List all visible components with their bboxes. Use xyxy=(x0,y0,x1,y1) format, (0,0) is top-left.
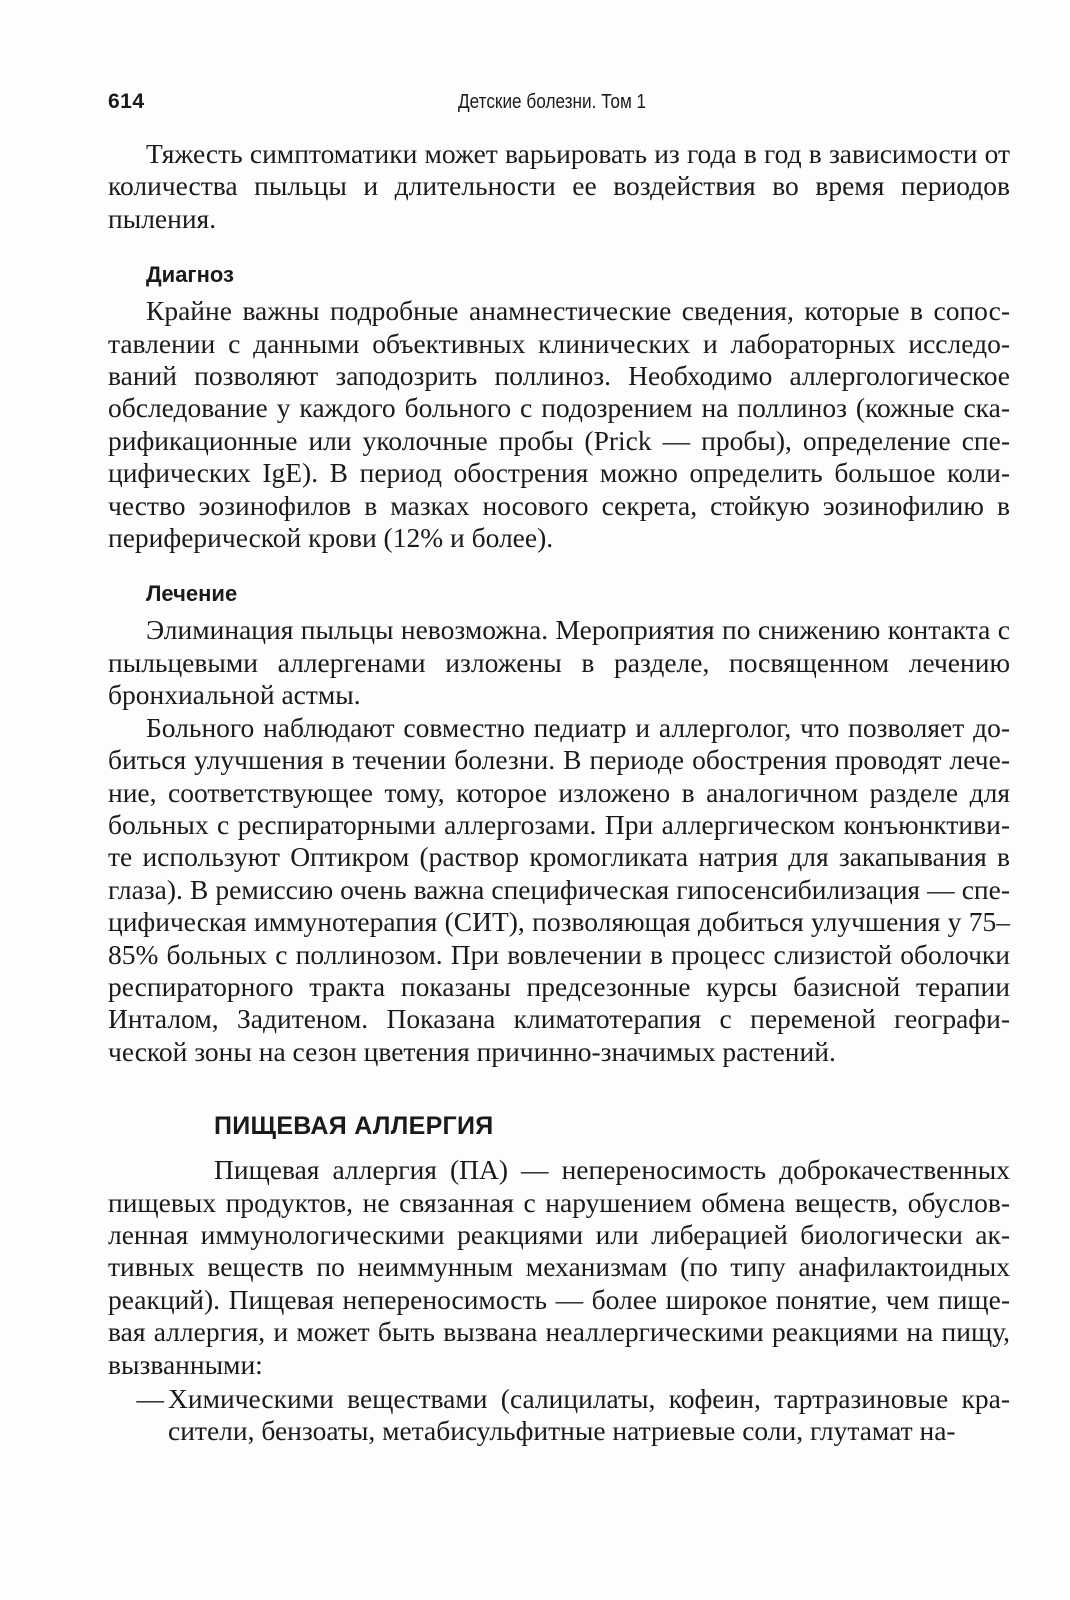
treatment-paragraph: Больного наблюдают совместно педиатр и аллерголог, что позволяет добиться улучшения в течении болезни. В периоде обострения проводят лечение, соответствующее тому, которое изложено в аналогичном разделе для больных с респираторными аллергозами. При аллергическом конъюнктивите используют Оптикром (раствор кромогликата натрия для закапывания в глаза). В ремиссию очень важна специфическая гипосенсибилизация — специфическая иммунотерапия (СИТ), позволяющая добиться улучшения у 75–85% больных с поллинозом. При вовлечении в процесс слизистой оболочки респираторного тракта показаны предсезонные курсы базисной терапии Инталом, Задитеном. Показана климатотерапия с переменой географической зоны на сезон цветения причинно-значимых растений. xyxy=(108,711,1010,1067)
page-number: 614 xyxy=(108,90,145,113)
diagnosis-paragraph: Крайне важны подробные анамнестические сведения, которые в сопоставлении с данными объективных клинических и лабораторных исследований позволяют заподозрить поллиноз. Необходимо аллергологическое обследование у каждого больного с подозрением на поллиноз (кожные скарификационные или уколочные пробы (Prick — пробы), определение специфических IgE). В период обострения можно определить большое количество эозинофилов в мазках носового секрета, стойкую эозинофилию в периферической крови (12% и более). xyxy=(108,295,1010,554)
book-title: Детские болезни. Том 1 xyxy=(458,91,647,113)
food-allergy-paragraph: Пищевая аллергия (ПА) — непереносимость доброкачественных пищевых продуктов, не связанная с нарушением обмена веществ, обусловленная иммунологическими реакциями или либерацией биологически активных веществ по неиммунным механизмам (по типу анафилактоидных реакций). Пищевая непереносимость — более широкое понятие, чем пищевая аллергия, и может быть вызвана неаллергическими реакциями на пищу, вызванными: xyxy=(108,1154,1010,1380)
treatment-paragraph: Элиминация пыльцы невозможна. Мероприятия по снижению контакта с пыльцевыми аллергенами изложены в разделе, посвященном лечению бронхиальной астмы. xyxy=(108,614,1010,711)
intro-paragraph: Тяжесть симптоматики может варьировать из года в год в зависимости от количества пыльцы и длительности ее воздействия во время периодов пыления. xyxy=(108,138,1010,234)
running-head xyxy=(108,86,1008,122)
page-body xyxy=(108,138,1010,1448)
diagnosis-heading: Диагноз xyxy=(146,262,234,288)
treatment-heading: Лечение xyxy=(146,581,238,607)
list-item-text: Химическими веществами (салицилаты, кофеин, тартразиновые красители, бензоаты, метабисульфитные натриевые соли, глутамат на- xyxy=(168,1383,1010,1447)
food-allergy-heading: ПИЩЕВАЯ АЛЛЕРГИЯ xyxy=(214,1112,494,1141)
list-item xyxy=(108,1383,1010,1448)
list-dash: — xyxy=(136,1383,164,1414)
